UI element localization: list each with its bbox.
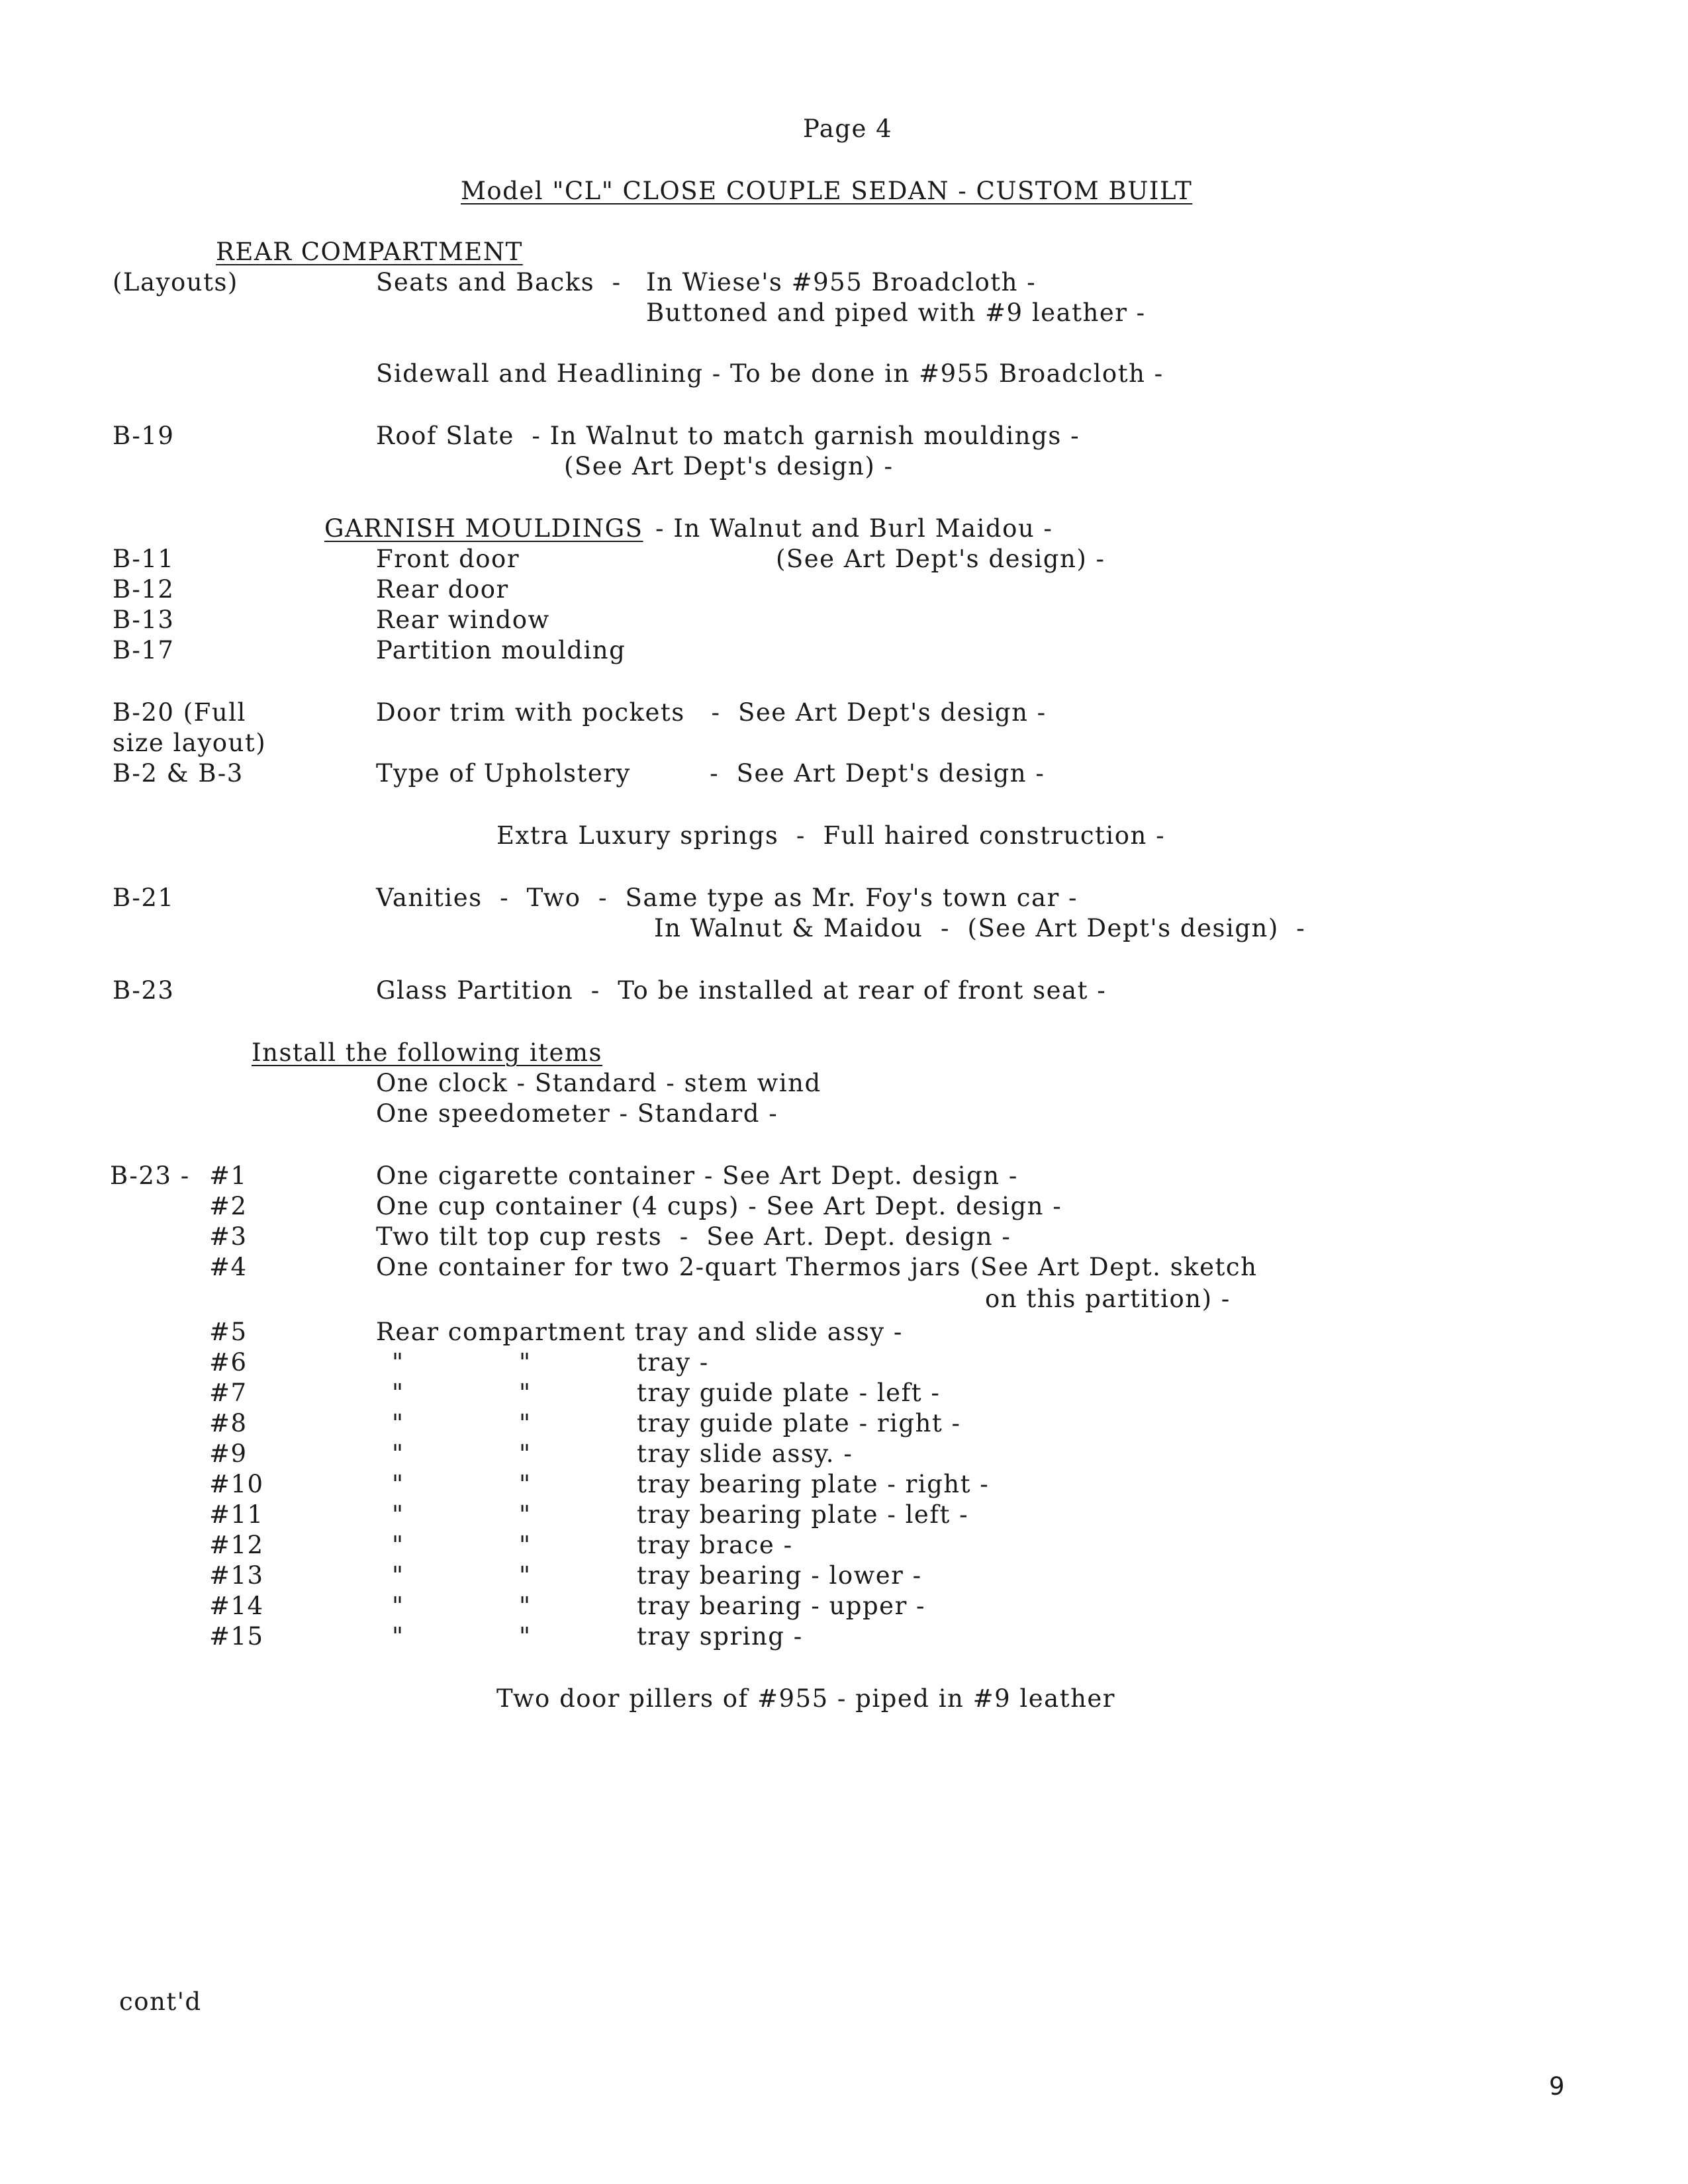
item-text: tray spring - bbox=[637, 1622, 803, 1651]
sidewall-line: Sidewall and Headlining - To be done in #955 Broadcloth - bbox=[376, 359, 1164, 388]
ditto-mark: " bbox=[392, 1561, 404, 1590]
clock-line: One clock - Standard - stem wind bbox=[376, 1069, 821, 1097]
ditto-mark: " bbox=[392, 1439, 404, 1468]
ditto-mark: " bbox=[392, 1379, 404, 1407]
garnish-item: Partition moulding bbox=[376, 636, 626, 664]
item-text: Two tilt top cup rests - See Art. Dept. design - bbox=[376, 1222, 1011, 1251]
continued-label: cont'd bbox=[119, 1987, 202, 2016]
item-text: tray bearing plate - left - bbox=[637, 1500, 969, 1529]
garnish-heading: GARNISH MOULDINGS bbox=[324, 514, 643, 543]
item-number: #12 bbox=[209, 1531, 264, 1559]
item-number: #11 bbox=[209, 1500, 264, 1529]
ditto-mark: " bbox=[392, 1622, 404, 1651]
items-ref-prefix: B-23 - bbox=[110, 1161, 190, 1190]
item-number: #8 bbox=[209, 1409, 248, 1437]
item-text: tray slide assy. - bbox=[637, 1439, 853, 1468]
page-label: Page 4 bbox=[803, 114, 893, 143]
seats-line-1: In Wiese's #955 Broadcloth - bbox=[646, 268, 1037, 296]
ditto-mark: " bbox=[519, 1409, 532, 1437]
roof-ref: B-19 bbox=[113, 422, 175, 450]
garnish-ref: B-17 bbox=[113, 636, 175, 664]
ditto-mark: " bbox=[392, 1409, 404, 1437]
ditto-mark: " bbox=[519, 1500, 532, 1529]
roof-line-2: (See Art Dept's design) - bbox=[564, 452, 894, 480]
ditto-mark: " bbox=[392, 1592, 404, 1620]
install-heading: Install the following items bbox=[252, 1038, 603, 1067]
item-number: #4 bbox=[209, 1253, 248, 1281]
ditto-mark: " bbox=[519, 1379, 532, 1407]
ditto-mark: " bbox=[392, 1500, 404, 1529]
ditto-mark: " bbox=[519, 1470, 532, 1498]
garnish-item: Front door bbox=[376, 545, 520, 573]
item-4-continuation: on this partition) - bbox=[985, 1285, 1231, 1313]
item-text: tray - bbox=[637, 1348, 709, 1377]
ditto-mark: " bbox=[519, 1531, 532, 1559]
garnish-ref: B-11 bbox=[113, 545, 175, 573]
item-number: #13 bbox=[209, 1561, 264, 1590]
vanities-line-1: Vanities - Two - Same type as Mr. Foy's town car - bbox=[376, 884, 1078, 912]
garnish-desc: - In Walnut and Burl Maidou - bbox=[655, 514, 1053, 543]
item-number: #1 bbox=[209, 1161, 248, 1190]
item-text: Rear compartment tray and slide assy - bbox=[376, 1318, 903, 1346]
item-number: #5 bbox=[209, 1318, 248, 1346]
ditto-mark: " bbox=[392, 1531, 404, 1559]
item-text: tray bearing - upper - bbox=[637, 1592, 926, 1620]
door-trim-ref: B-20 (Full bbox=[113, 698, 246, 727]
item-text: tray guide plate - left - bbox=[637, 1379, 941, 1407]
item-number: #2 bbox=[209, 1192, 248, 1220]
item-number: #3 bbox=[209, 1222, 248, 1251]
ditto-mark: " bbox=[519, 1592, 532, 1620]
partition-ref: B-23 bbox=[113, 976, 175, 1005]
garnish-see: (See Art Dept's design) - bbox=[776, 545, 1105, 573]
item-number: #6 bbox=[209, 1348, 248, 1377]
page-number: 9 bbox=[1549, 2072, 1566, 2101]
door-trim-line: Door trim with pockets - See Art Dept's design - bbox=[376, 698, 1047, 727]
layouts-label: (Layouts) bbox=[113, 268, 238, 296]
item-text: tray bearing plate - right - bbox=[637, 1470, 990, 1498]
garnish-item: Rear door bbox=[376, 575, 509, 604]
vanities-ref: B-21 bbox=[113, 884, 175, 912]
speedometer-line: One speedometer - Standard - bbox=[376, 1099, 778, 1128]
item-number: #15 bbox=[209, 1622, 264, 1651]
item-text: One cigarette container - See Art Dept. design - bbox=[376, 1161, 1018, 1190]
item-text: tray brace - bbox=[637, 1531, 793, 1559]
ditto-mark: " bbox=[392, 1348, 404, 1377]
item-text: tray bearing - lower - bbox=[637, 1561, 922, 1590]
seats-label: Seats and Backs - bbox=[376, 268, 622, 296]
ditto-mark: " bbox=[519, 1622, 532, 1651]
garnish-ref: B-13 bbox=[113, 606, 175, 634]
garnish-item: Rear window bbox=[376, 606, 550, 634]
upholstery-line: Type of Upholstery - See Art Dept's design - bbox=[376, 759, 1045, 788]
pillars-line: Two door pillers of #955 - piped in #9 leather bbox=[496, 1684, 1115, 1713]
seats-line-2: Buttoned and piped with #9 leather - bbox=[646, 298, 1146, 327]
vanities-line-2: In Walnut & Maidou - (See Art Dept's design) - bbox=[654, 914, 1306, 942]
item-number: #7 bbox=[209, 1379, 248, 1407]
section-heading: REAR COMPARTMENT bbox=[216, 238, 523, 266]
ditto-mark: " bbox=[519, 1348, 532, 1377]
ditto-mark: " bbox=[519, 1439, 532, 1468]
garnish-ref: B-12 bbox=[113, 575, 175, 604]
upholstery-ref: B-2 & B-3 bbox=[113, 759, 244, 788]
item-text: One cup container (4 cups) - See Art Dept. design - bbox=[376, 1192, 1062, 1220]
item-text: One container for two 2-quart Thermos jars (See Art Dept. sketch bbox=[376, 1253, 1258, 1281]
item-number: #10 bbox=[209, 1470, 264, 1498]
item-number: #9 bbox=[209, 1439, 248, 1468]
item-text: tray guide plate - right - bbox=[637, 1409, 961, 1437]
door-trim-ref-2: size layout) bbox=[113, 729, 267, 757]
roof-line-1: Roof Slate - In Walnut to match garnish mouldings - bbox=[376, 422, 1080, 450]
ditto-mark: " bbox=[392, 1470, 404, 1498]
document-title: Model "CL" CLOSE COUPLE SEDAN - CUSTOM BUILT bbox=[461, 177, 1193, 205]
item-number: #14 bbox=[209, 1592, 264, 1620]
springs-line: Extra Luxury springs - Full haired construction - bbox=[496, 821, 1166, 850]
ditto-mark: " bbox=[519, 1561, 532, 1590]
partition-line: Glass Partition - To be installed at rear of front seat - bbox=[376, 976, 1107, 1005]
